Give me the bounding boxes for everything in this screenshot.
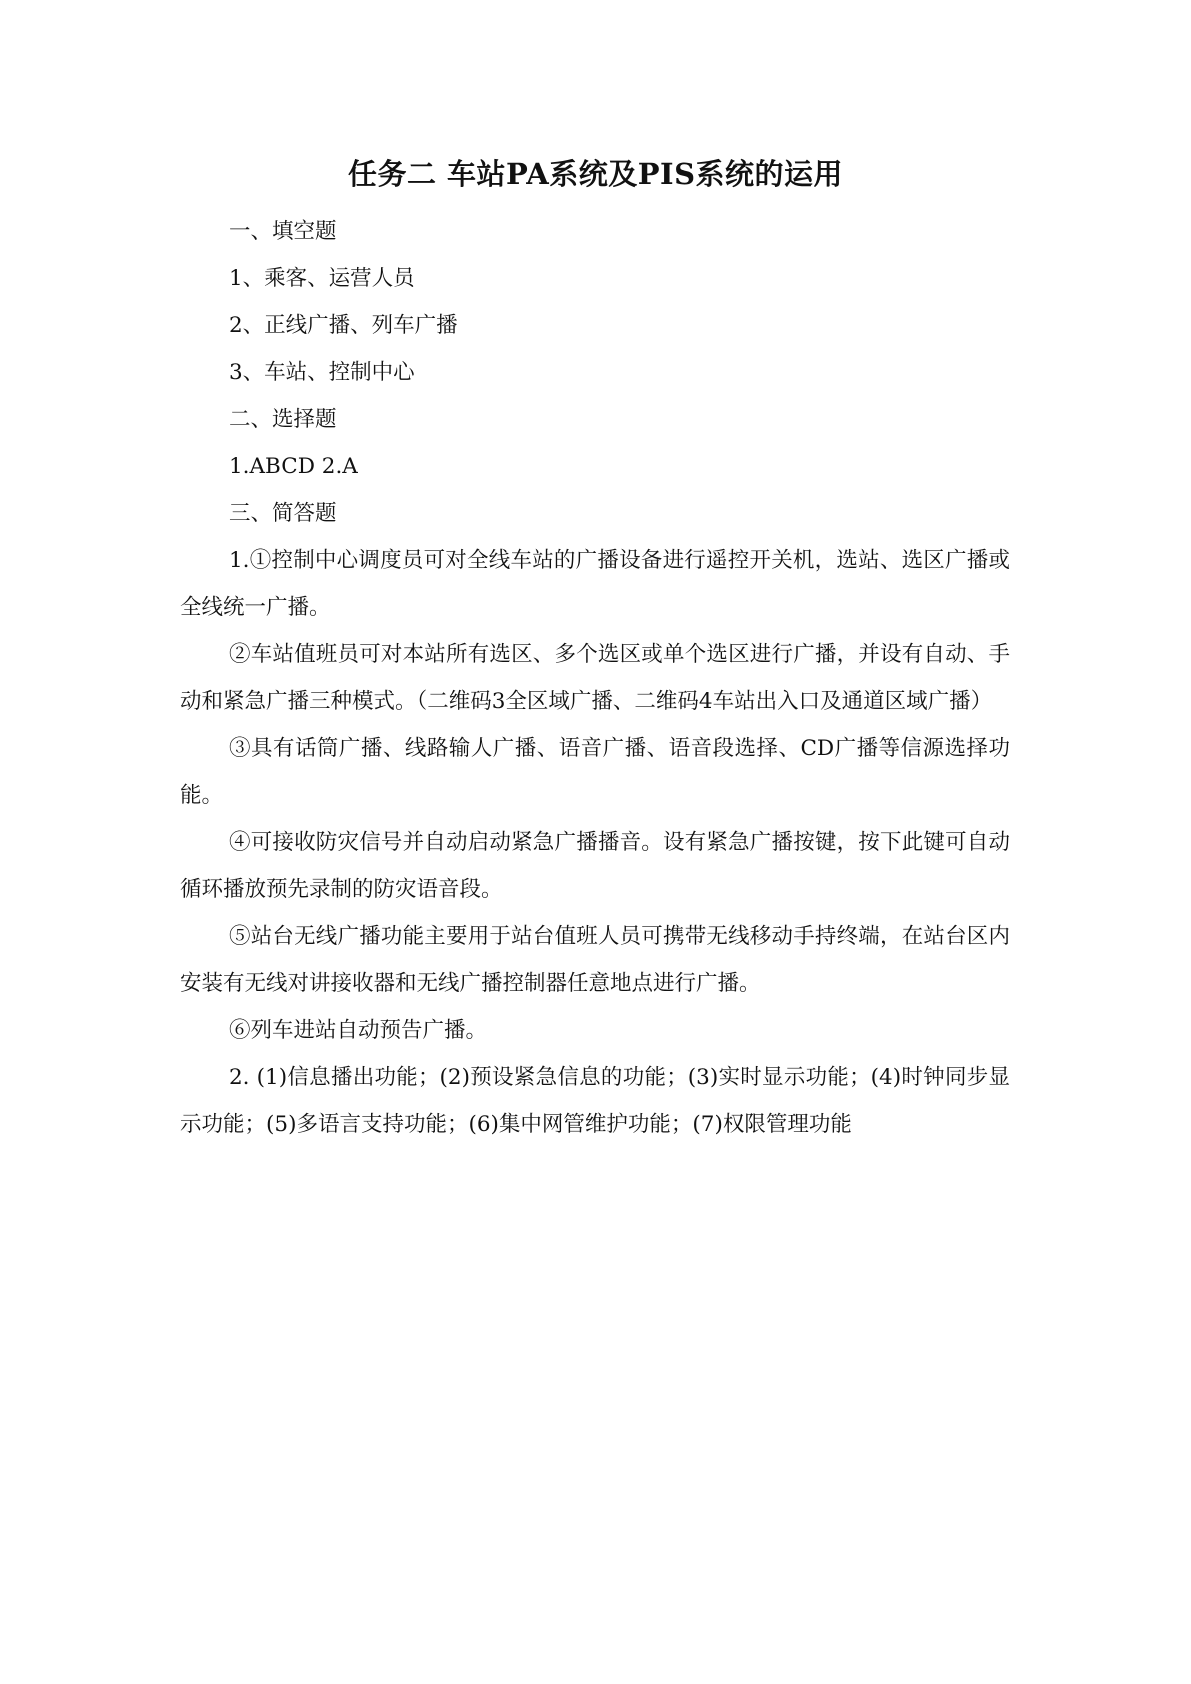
short-answer-q2: 2. (1)信息播出功能；(2)预设紧急信息的功能；(3)实时显示功能；(4)时钟同步显示功能；(5)多语言支持功能；(6)集中网管维护功能；(7)权限管理功能 — [180, 1065, 1010, 1137]
section-heading-short-answer: 三、简答题 — [229, 501, 337, 526]
short-answer-q1-point-2: ②车站值班员可对本站所有选区、多个选区或单个选区进行广播，并设有自动、手动和紧急广播三种模式。（二维码3全区域广播、二维码4车站出入口及通道区域广播） — [180, 642, 1010, 714]
short-answer-q1-point-1: 1.①控制中心调度员可对全线车站的广播设备进行遥控开关机，选站、选区广播或全线统一广播。 — [180, 548, 1010, 620]
choice-answers: 1.ABCD 2.A — [229, 454, 358, 479]
short-answer-q1-point-3: ③具有话筒广播、线路输人广播、语音广播、语音段选择、CD广播等信源选择功能。 — [180, 736, 1010, 808]
short-answer-q1-point-6: ⑥列车进站自动预告广播。 — [229, 1018, 488, 1043]
fill-blank-answer-2: 2、正线广播、列车广播 — [229, 313, 458, 338]
section-heading-fill-blank: 一、填空题 — [229, 219, 337, 244]
page-title: 任务二 车站PA系统及PIS系统的运用 — [347, 157, 844, 191]
fill-blank-answer-3: 3、车站、控制中心 — [229, 360, 415, 385]
short-answer-q1-point-5: ⑤站台无线广播功能主要用于站台值班人员可携带无线移动手持终端，在站台区内安装有无线对讲接收器和无线广播控制器任意地点进行广播。 — [180, 924, 1010, 996]
fill-blank-answer-1: 1、乘客、运营人员 — [229, 266, 415, 291]
short-answer-q1-point-4: ④可接收防灾信号并自动启动紧急广播播音。设有紧急广播按键，按下此键可自动循环播放预先录制的防灾语音段。 — [180, 830, 1010, 902]
document-body — [180, 208, 1010, 1148]
section-heading-choice: 二、选择题 — [229, 407, 337, 432]
